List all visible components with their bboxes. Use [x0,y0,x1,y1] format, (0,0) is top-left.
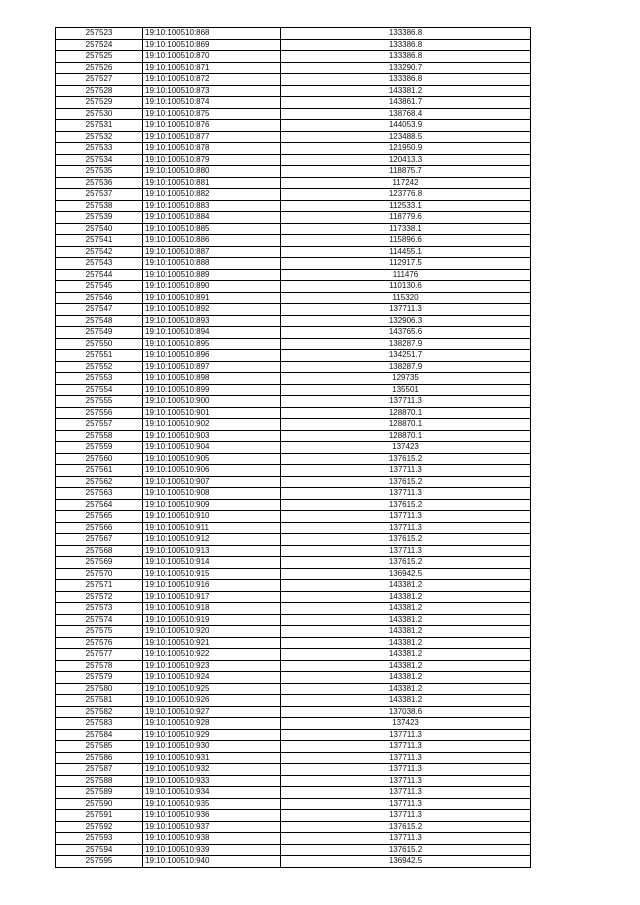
table-row [56,166,531,178]
value-cell: 144053.9 [281,120,531,132]
value-cell: 133290.7 [281,62,531,74]
timestamp-cell: 19:10:100510:915 [143,568,281,580]
timestamp-cell: 19:10:100510:908 [143,488,281,500]
value-cell: 123488.5 [281,131,531,143]
table-row [56,212,531,224]
timestamp-cell: 19:10:100510:925 [143,683,281,695]
timestamp-cell: 19:10:100510:940 [143,856,281,868]
record-id-cell: 257569 [56,557,143,569]
value-cell: 137711.3 [281,810,531,822]
record-id-cell: 257576 [56,637,143,649]
table-row [56,120,531,132]
table-row [56,304,531,316]
record-id-cell: 257586 [56,752,143,764]
value-cell: 118779.6 [281,212,531,224]
timestamp-cell: 19:10:100510:899 [143,384,281,396]
timestamp-cell: 19:10:100510:933 [143,775,281,787]
record-id-cell: 257570 [56,568,143,580]
timestamp-cell: 19:10:100510:871 [143,62,281,74]
table-row [56,62,531,74]
table-row [56,672,531,684]
value-cell: 137615.2 [281,821,531,833]
timestamp-cell: 19:10:100510:890 [143,281,281,293]
record-id-cell: 257573 [56,603,143,615]
record-id-cell: 257553 [56,373,143,385]
table-row [56,522,531,534]
value-cell: 134251.7 [281,350,531,362]
table-row [56,373,531,385]
record-id-cell: 257539 [56,212,143,224]
timestamp-cell: 19:10:100510:939 [143,844,281,856]
record-id-cell: 257590 [56,798,143,810]
value-cell: 137615.2 [281,557,531,569]
record-id-cell: 257574 [56,614,143,626]
record-id-cell: 257561 [56,465,143,477]
record-id-cell: 257577 [56,649,143,661]
timestamp-cell: 19:10:100510:935 [143,798,281,810]
value-cell: 112533.1 [281,200,531,212]
record-id-cell: 257551 [56,350,143,362]
value-cell: 143381.2 [281,660,531,672]
table-row [56,327,531,339]
value-cell: 115896.6 [281,235,531,247]
table-row [56,200,531,212]
table-row [56,189,531,201]
table-row [56,269,531,281]
table-row [56,603,531,615]
record-id-cell: 257536 [56,177,143,189]
table-row [56,292,531,304]
timestamp-cell: 19:10:100510:868 [143,28,281,40]
record-id-cell: 257566 [56,522,143,534]
value-cell: 143381.2 [281,614,531,626]
record-id-cell: 257528 [56,85,143,97]
timestamp-cell: 19:10:100510:900 [143,396,281,408]
table-row [56,833,531,845]
table-row [56,74,531,86]
timestamp-cell: 19:10:100510:896 [143,350,281,362]
record-id-cell: 257592 [56,821,143,833]
record-id-cell: 257567 [56,534,143,546]
table-row [56,51,531,63]
table-row [56,223,531,235]
table-row [56,154,531,166]
value-cell: 137423 [281,718,531,730]
timestamp-cell: 19:10:100510:898 [143,373,281,385]
timestamp-cell: 19:10:100510:931 [143,752,281,764]
timestamp-cell: 19:10:100510:875 [143,108,281,120]
table-row [56,465,531,477]
value-cell: 133386.8 [281,74,531,86]
timestamp-cell: 19:10:100510:917 [143,591,281,603]
table-row [56,143,531,155]
value-cell: 137711.3 [281,833,531,845]
table-row [56,695,531,707]
timestamp-cell: 19:10:100510:894 [143,327,281,339]
timestamp-cell: 19:10:100510:921 [143,637,281,649]
timestamp-cell: 19:10:100510:934 [143,787,281,799]
timestamp-cell: 19:10:100510:919 [143,614,281,626]
table-row [56,580,531,592]
record-id-cell: 257588 [56,775,143,787]
value-cell: 137711.3 [281,511,531,523]
value-cell: 138287.9 [281,361,531,373]
record-id-cell: 257531 [56,120,143,132]
record-id-cell: 257560 [56,453,143,465]
timestamp-cell: 19:10:100510:882 [143,189,281,201]
timestamp-cell: 19:10:100510:893 [143,315,281,327]
record-id-cell: 257554 [56,384,143,396]
value-cell: 138287.9 [281,338,531,350]
record-id-cell: 257530 [56,108,143,120]
table-row [56,97,531,109]
value-cell: 143381.2 [281,603,531,615]
timestamp-cell: 19:10:100510:884 [143,212,281,224]
table-row [56,315,531,327]
table-row [56,660,531,672]
timestamp-cell: 19:10:100510:922 [143,649,281,661]
timestamp-cell: 19:10:100510:888 [143,258,281,270]
value-cell: 137711.3 [281,396,531,408]
record-id-cell: 257527 [56,74,143,86]
value-cell: 137711.3 [281,798,531,810]
table-row [56,350,531,362]
record-id-cell: 257589 [56,787,143,799]
timestamp-cell: 19:10:100510:883 [143,200,281,212]
record-id-cell: 257591 [56,810,143,822]
value-cell: 143381.2 [281,85,531,97]
value-cell: 137711.3 [281,729,531,741]
table-row [56,177,531,189]
timestamp-cell: 19:10:100510:928 [143,718,281,730]
value-cell: 114455.1 [281,246,531,258]
table-row [56,488,531,500]
record-id-cell: 257533 [56,143,143,155]
record-id-cell: 257525 [56,51,143,63]
record-id-cell: 257552 [56,361,143,373]
value-cell: 110130.6 [281,281,531,293]
timestamp-cell: 19:10:100510:938 [143,833,281,845]
record-id-cell: 257559 [56,442,143,454]
value-cell: 143765.6 [281,327,531,339]
record-id-cell: 257532 [56,131,143,143]
record-id-cell: 257563 [56,488,143,500]
timestamp-cell: 19:10:100510:930 [143,741,281,753]
timestamp-cell: 19:10:100510:905 [143,453,281,465]
table-row [56,246,531,258]
timestamp-cell: 19:10:100510:918 [143,603,281,615]
record-id-cell: 257562 [56,476,143,488]
record-id-cell: 257582 [56,706,143,718]
timestamp-cell: 19:10:100510:914 [143,557,281,569]
record-id-cell: 257595 [56,856,143,868]
record-id-cell: 257568 [56,545,143,557]
table-row [56,741,531,753]
table-row [56,568,531,580]
table-row [56,28,531,40]
record-id-cell: 257523 [56,28,143,40]
timestamp-cell: 19:10:100510:895 [143,338,281,350]
table-row [56,775,531,787]
value-cell: 137615.2 [281,844,531,856]
value-cell: 143861.7 [281,97,531,109]
record-id-cell: 257526 [56,62,143,74]
timestamp-cell: 19:10:100510:880 [143,166,281,178]
timestamp-cell: 19:10:100510:891 [143,292,281,304]
record-id-cell: 257549 [56,327,143,339]
value-cell: 143381.2 [281,637,531,649]
table-row [56,131,531,143]
record-id-cell: 257529 [56,97,143,109]
value-cell: 137615.2 [281,453,531,465]
table-row [56,384,531,396]
table-row [56,706,531,718]
value-cell: 120413.3 [281,154,531,166]
value-cell: 143381.2 [281,580,531,592]
record-id-cell: 257579 [56,672,143,684]
value-cell: 123776.8 [281,189,531,201]
record-id-cell: 257547 [56,304,143,316]
table-row [56,476,531,488]
timestamp-cell: 19:10:100510:932 [143,764,281,776]
record-id-cell: 257540 [56,223,143,235]
value-cell: 137711.3 [281,775,531,787]
timestamp-cell: 19:10:100510:920 [143,626,281,638]
timestamp-cell: 19:10:100510:881 [143,177,281,189]
table-row [56,718,531,730]
value-cell: 128870.1 [281,419,531,431]
record-id-cell: 257571 [56,580,143,592]
table-row [56,499,531,511]
record-id-cell: 257542 [56,246,143,258]
table-row [56,338,531,350]
value-cell: 132906.3 [281,315,531,327]
table-row [56,810,531,822]
value-cell: 136942.5 [281,856,531,868]
timestamp-cell: 19:10:100510:910 [143,511,281,523]
value-cell: 137711.3 [281,522,531,534]
value-cell: 137615.2 [281,476,531,488]
table-row [56,821,531,833]
timestamp-cell: 19:10:100510:872 [143,74,281,86]
table-row [56,787,531,799]
value-cell: 137711.3 [281,752,531,764]
table-row [56,108,531,120]
timestamp-cell: 19:10:100510:892 [143,304,281,316]
timestamp-cell: 19:10:100510:885 [143,223,281,235]
timestamp-cell: 19:10:100510:911 [143,522,281,534]
value-cell: 112917.5 [281,258,531,270]
record-id-cell: 257550 [56,338,143,350]
value-cell: 143381.2 [281,683,531,695]
table-row [56,557,531,569]
record-id-cell: 257541 [56,235,143,247]
timestamp-cell: 19:10:100510:897 [143,361,281,373]
table-row [56,545,531,557]
value-cell: 121950.9 [281,143,531,155]
record-id-cell: 257580 [56,683,143,695]
table-row [56,626,531,638]
timestamp-cell: 19:10:100510:870 [143,51,281,63]
value-cell: 111476 [281,269,531,281]
timestamp-cell: 19:10:100510:879 [143,154,281,166]
record-id-cell: 257555 [56,396,143,408]
value-cell: 129735 [281,373,531,385]
table-row [56,235,531,247]
value-cell: 137711.3 [281,764,531,776]
record-id-cell: 257545 [56,281,143,293]
value-cell: 138768.4 [281,108,531,120]
value-cell: 137711.3 [281,488,531,500]
timestamp-cell: 19:10:100510:902 [143,419,281,431]
table-row [56,453,531,465]
timestamp-cell: 19:10:100510:909 [143,499,281,511]
timestamp-cell: 19:10:100510:926 [143,695,281,707]
timestamp-cell: 19:10:100510:906 [143,465,281,477]
record-id-cell: 257557 [56,419,143,431]
timestamp-cell: 19:10:100510:916 [143,580,281,592]
table-row [56,281,531,293]
record-id-cell: 257584 [56,729,143,741]
value-cell: 128870.1 [281,430,531,442]
record-id-cell: 257572 [56,591,143,603]
record-id-cell: 257558 [56,430,143,442]
timestamp-cell: 19:10:100510:927 [143,706,281,718]
value-cell: 133386.8 [281,28,531,40]
record-id-cell: 257548 [56,315,143,327]
timestamp-cell: 19:10:100510:924 [143,672,281,684]
table-row [56,591,531,603]
record-id-cell: 257578 [56,660,143,672]
record-id-cell: 257587 [56,764,143,776]
value-cell: 143381.2 [281,672,531,684]
record-id-cell: 257585 [56,741,143,753]
table-row [56,844,531,856]
timestamp-cell: 19:10:100510:929 [143,729,281,741]
value-cell: 133386.8 [281,51,531,63]
record-id-cell: 257534 [56,154,143,166]
table-row [56,637,531,649]
value-cell: 135501 [281,384,531,396]
value-cell: 118875.7 [281,166,531,178]
record-id-cell: 257546 [56,292,143,304]
value-cell: 137711.3 [281,741,531,753]
record-id-cell: 257556 [56,407,143,419]
record-id-cell: 257583 [56,718,143,730]
record-id-cell: 257564 [56,499,143,511]
timestamp-cell: 19:10:100510:887 [143,246,281,258]
table-row [56,764,531,776]
value-cell: 137711.3 [281,465,531,477]
timestamp-cell: 19:10:100510:903 [143,430,281,442]
record-id-cell: 257544 [56,269,143,281]
value-cell: 136942.5 [281,568,531,580]
table-body [56,28,531,868]
timestamp-cell: 19:10:100510:889 [143,269,281,281]
timestamp-cell: 19:10:100510:901 [143,407,281,419]
value-cell: 137615.2 [281,534,531,546]
record-id-cell: 257593 [56,833,143,845]
record-id-cell: 257524 [56,39,143,51]
value-cell: 128870.1 [281,407,531,419]
record-id-cell: 257565 [56,511,143,523]
timestamp-cell: 19:10:100510:876 [143,120,281,132]
table-row [56,419,531,431]
timestamp-cell: 19:10:100510:912 [143,534,281,546]
table-row [56,258,531,270]
timestamp-cell: 19:10:100510:869 [143,39,281,51]
table-row [56,649,531,661]
table-row [56,396,531,408]
table-row [56,430,531,442]
value-cell: 143381.2 [281,695,531,707]
record-id-cell: 257543 [56,258,143,270]
data-table [55,27,531,868]
timestamp-cell: 19:10:100510:937 [143,821,281,833]
value-cell: 137615.2 [281,499,531,511]
value-cell: 117242 [281,177,531,189]
timestamp-cell: 19:10:100510:873 [143,85,281,97]
timestamp-cell: 19:10:100510:936 [143,810,281,822]
table-row [56,614,531,626]
table-row [56,729,531,741]
value-cell: 137711.3 [281,304,531,316]
value-cell: 143381.2 [281,626,531,638]
value-cell: 137423 [281,442,531,454]
value-cell: 115320 [281,292,531,304]
record-id-cell: 257594 [56,844,143,856]
table-row [56,85,531,97]
table-row [56,361,531,373]
record-id-cell: 257535 [56,166,143,178]
timestamp-cell: 19:10:100510:904 [143,442,281,454]
record-id-cell: 257581 [56,695,143,707]
value-cell: 117338.1 [281,223,531,235]
table-row [56,39,531,51]
timestamp-cell: 19:10:100510:886 [143,235,281,247]
record-id-cell: 257537 [56,189,143,201]
value-cell: 143381.2 [281,649,531,661]
timestamp-cell: 19:10:100510:913 [143,545,281,557]
table-row [56,683,531,695]
value-cell: 133386.8 [281,39,531,51]
table-row [56,856,531,868]
timestamp-cell: 19:10:100510:877 [143,131,281,143]
record-id-cell: 257538 [56,200,143,212]
timestamp-cell: 19:10:100510:878 [143,143,281,155]
value-cell: 137038.6 [281,706,531,718]
table-row [56,442,531,454]
table-row [56,407,531,419]
timestamp-cell: 19:10:100510:874 [143,97,281,109]
table-row [56,534,531,546]
record-id-cell: 257575 [56,626,143,638]
timestamp-cell: 19:10:100510:923 [143,660,281,672]
table-row [56,798,531,810]
table-row [56,752,531,764]
table-row [56,511,531,523]
timestamp-cell: 19:10:100510:907 [143,476,281,488]
value-cell: 143381.2 [281,591,531,603]
value-cell: 137711.3 [281,545,531,557]
value-cell: 137711.3 [281,787,531,799]
